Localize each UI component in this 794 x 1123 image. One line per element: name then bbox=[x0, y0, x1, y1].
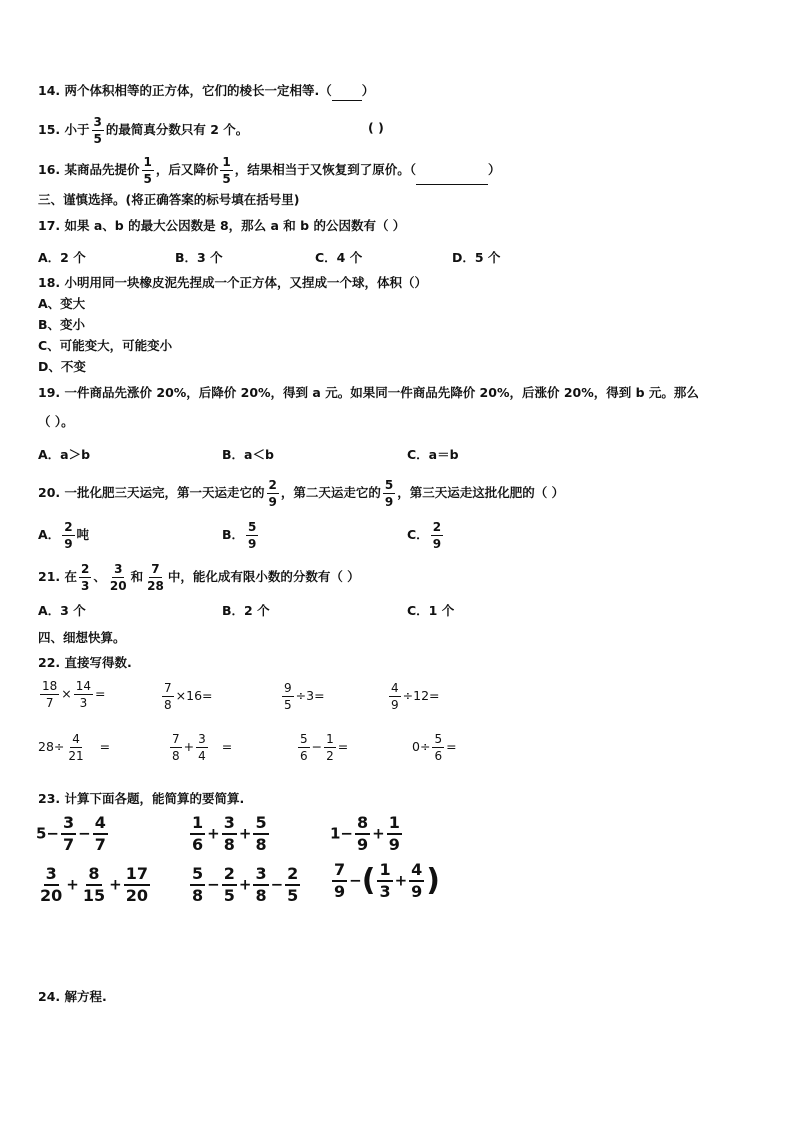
q15-post: 的最简真分数只有 2 个。 bbox=[105, 122, 249, 137]
q17-number: 17. bbox=[38, 218, 61, 233]
q21-option-a[interactable]: A．3 个 bbox=[38, 603, 86, 618]
q17-option-b[interactable]: B．3 个 bbox=[175, 250, 223, 265]
q18-option-a[interactable]: A、变大 bbox=[38, 296, 86, 311]
q23-expr-2: $\frac{1}{6}$ + $\frac{3}{8}$ + $\frac{5}{8}$ bbox=[192, 813, 267, 854]
question-18 bbox=[38, 273, 427, 293]
q16-mid: ，后又降价 bbox=[155, 162, 219, 177]
q22-text: 直接写得数. bbox=[64, 655, 132, 670]
question-17 bbox=[38, 216, 405, 236]
q22-expr-1: $\frac{18}{7}$ × $\frac{14}{3}$ = bbox=[42, 679, 106, 710]
section-3-heading: 三、谨慎选择。(将正确答案的标号填在括号里) bbox=[38, 192, 300, 207]
q18-text: 小明用同一块橡皮泥先捏成一个正方体，又捏成一个球，体积（） bbox=[64, 275, 428, 290]
q15-answer-paren[interactable]: ( ) bbox=[368, 120, 384, 135]
q22-expr-5: 28÷ $\frac{4}{21}$ = bbox=[38, 732, 111, 763]
q20-option-c[interactable]: C． $\frac{2}{9}$ bbox=[407, 520, 442, 551]
q19-number: 19. bbox=[38, 385, 61, 400]
q16-fraction-1: $\frac{1}{5}$ bbox=[143, 155, 152, 186]
q20-option-b[interactable]: B． $\frac{5}{9}$ bbox=[222, 520, 257, 551]
q14-number: 14. bbox=[38, 83, 61, 98]
q21-fraction-3: $\frac{7}{28}$ bbox=[147, 562, 164, 593]
q16-post: ，结果相当于又恢复到了原价。（ bbox=[234, 162, 417, 177]
q21-option-b[interactable]: B．2 个 bbox=[222, 603, 270, 618]
question-23: 23. 计算下面各题，能简算的要简算. bbox=[38, 791, 245, 806]
question-16 bbox=[38, 156, 501, 185]
q23-text: 计算下面各题，能简算的要简算. bbox=[64, 791, 245, 806]
q19-option-b[interactable]: B．a＜b bbox=[222, 447, 274, 462]
q22-expr-3: $\frac{9}{5}$ ÷3= bbox=[284, 681, 325, 712]
question-21: 21. 在 $\frac{2}{3}$ 、 $\frac{3}{20}$ 和 $\frac{7}{28}$ 中，能化成有限小数的分数有（ ） bbox=[38, 562, 360, 593]
q21-fraction-1: $\frac{2}{3}$ bbox=[81, 562, 90, 593]
q21-option-c[interactable]: C．1 个 bbox=[407, 603, 455, 618]
q20-number: 20. bbox=[38, 485, 61, 500]
q16-answer-blank[interactable] bbox=[416, 170, 488, 185]
q14-close: ） bbox=[361, 83, 375, 98]
q19-text: 一件商品先涨价 20%，后降价 20%，得到 a 元。如果同一件商品先降价 20%，后涨价 20%，得到 b 元。那么 bbox=[64, 385, 699, 400]
q21-number: 21. bbox=[38, 569, 61, 584]
q22-expr-7: $\frac{5}{6}$ − $\frac{1}{2}$ = bbox=[300, 732, 349, 763]
q21-post: 中，能化成有限小数的分数有（ ） bbox=[167, 569, 360, 584]
q23-expr-4: $\frac{3}{20}$ + $\frac{8}{15}$ + $\frac{17}{20}$ bbox=[40, 864, 148, 905]
question-22: 22. 直接写得数. bbox=[38, 655, 132, 670]
q15-fraction: $\frac{3}{5}$ bbox=[93, 115, 102, 146]
q18-option-c[interactable]: C、可能变大，可能变小 bbox=[38, 338, 173, 353]
q17-option-a[interactable]: A．2 个 bbox=[38, 250, 86, 265]
question-19 bbox=[38, 383, 699, 403]
q20-option-a[interactable]: A． $\frac{2}{9}$ 吨 bbox=[38, 520, 90, 551]
q14-text: 两个体积相等的正方体，它们的棱长一定相等.（ bbox=[64, 83, 332, 98]
q20-pre: 一批化肥三天运完，第一天运走它的 bbox=[64, 485, 265, 500]
q17-option-d[interactable]: D．5 个 bbox=[452, 250, 501, 265]
question-20 bbox=[38, 479, 564, 508]
q24-text: 解方程. bbox=[64, 989, 107, 1004]
q16-number: 16. bbox=[38, 162, 61, 177]
q19-option-c[interactable]: C．a＝b bbox=[407, 447, 459, 462]
q17-option-c[interactable]: C．4 个 bbox=[315, 250, 363, 265]
q16-pre: 某商品先提价 bbox=[64, 162, 140, 177]
question-14 bbox=[38, 81, 374, 101]
q17-text: 如果 a、b 的最大公因数是 8，那么 a 和 b 的公因数有（ ） bbox=[64, 218, 406, 233]
q19-answer-paren[interactable]: （ ）。 bbox=[38, 414, 74, 429]
q15-pre: 小于 bbox=[64, 122, 90, 137]
section-4-heading: 四、细想快算。 bbox=[38, 630, 126, 645]
q18-option-d[interactable]: D、不变 bbox=[38, 359, 86, 374]
q15-number: 15. bbox=[38, 122, 61, 137]
q14-answer-blank[interactable] bbox=[332, 86, 362, 101]
q22-expr-2: $\frac{7}{8}$ ×16= bbox=[164, 681, 213, 712]
q20-mid: ，第二天运走它的 bbox=[280, 485, 381, 500]
q23-expr-1: 5− $\frac{3}{7}$ − $\frac{4}{7}$ bbox=[36, 813, 106, 854]
q16-fraction-2: $\frac{1}{5}$ bbox=[222, 155, 231, 186]
q18-number: 18. bbox=[38, 275, 61, 290]
question-24: 24. 解方程. bbox=[38, 989, 107, 1004]
q19-option-a[interactable]: A．a＞b bbox=[38, 447, 91, 462]
q23-expr-6: $\frac{7}{9}$ −( $\frac{1}{3}$ + $\frac{4}{9}$ ) bbox=[334, 860, 441, 901]
q22-expr-4: $\frac{4}{9}$ ÷12= bbox=[391, 681, 440, 712]
q22-expr-6: $\frac{7}{8}$ + $\frac{3}{4}$ = bbox=[172, 732, 233, 763]
q20-fraction-1: $\frac{2}{9}$ bbox=[268, 478, 277, 509]
q23-expr-5: $\frac{5}{8}$ − $\frac{2}{5}$ + $\frac{3}{8}$ − $\frac{2}{5}$ bbox=[192, 864, 299, 905]
q21-fraction-2: $\frac{3}{20}$ bbox=[109, 562, 127, 593]
q20-post: ，第三天运走这批化肥的（ ） bbox=[397, 485, 565, 500]
q16-close: ） bbox=[488, 162, 501, 177]
q22-expr-8: 0÷ $\frac{5}{6}$ = bbox=[412, 732, 457, 763]
q18-option-b[interactable]: B、变小 bbox=[38, 317, 86, 332]
q20-fraction-2: $\frac{5}{9}$ bbox=[384, 478, 394, 509]
question-15 bbox=[38, 116, 248, 145]
q23-expr-3: 1− $\frac{8}{9}$ + $\frac{1}{9}$ bbox=[330, 813, 400, 854]
